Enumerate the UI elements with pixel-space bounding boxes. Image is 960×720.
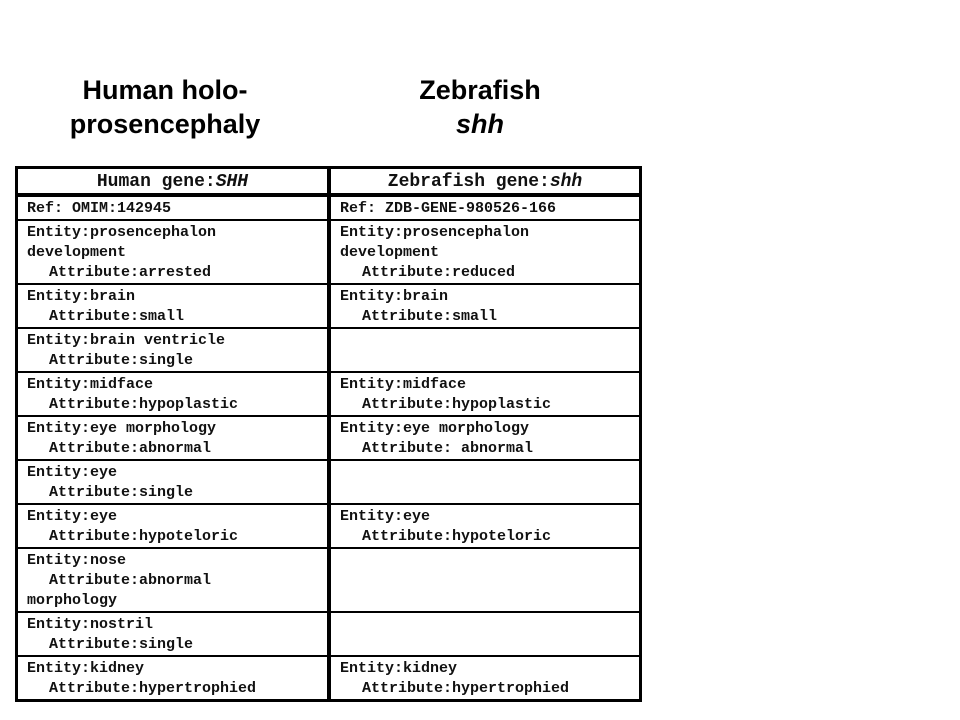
zebra-heading-line1: Zebrafish (419, 75, 541, 105)
zebrafish-gene-header (328, 168, 640, 196)
attribute-text: Attribute:hypertrophied (362, 680, 570, 697)
table-row (17, 328, 640, 372)
attribute-text: Attribute:arrested (49, 264, 212, 281)
table-row (17, 656, 640, 700)
attribute-text: Attribute:hypoplastic (49, 396, 239, 413)
human-heading-line1: Human holo- (82, 75, 248, 105)
entity-text: Entity:brain ventricle (27, 332, 226, 349)
zebrafish-phenotype-cell (328, 548, 640, 612)
zebrafish-gene-symbol: shh (549, 172, 583, 192)
entity-text: Entity:midface (340, 376, 467, 393)
attribute-text: Attribute:hypoteloric (362, 528, 552, 545)
human-phenotype-cell (17, 220, 328, 284)
human-phenotype-cell (17, 548, 328, 612)
attribute-text: Attribute:hypoteloric (49, 528, 239, 545)
attribute-text: Attribute:abnormal (49, 440, 212, 457)
zebra-heading-line2: shh (455, 109, 504, 139)
attribute-text: Attribute:single (49, 484, 194, 501)
human-holoprosencephaly-heading (40, 73, 290, 141)
zebrafish-phenotype-cell (328, 656, 640, 700)
zebrafish-phenotype-cell (328, 460, 640, 504)
attribute-text: Attribute: abnormal (362, 440, 534, 457)
zebrafish-gene-label: Zebrafish gene: (387, 172, 550, 192)
human-heading-line2: prosencephaly (69, 109, 261, 139)
table-row (17, 372, 640, 416)
human-gene-label: Human gene: (96, 172, 216, 192)
zebrafish-phenotype-cell (328, 328, 640, 372)
entity-text: Entity:kidney (340, 660, 458, 677)
human-gene-symbol: SHH (215, 172, 249, 192)
human-phenotype-cell (17, 328, 328, 372)
entity-text: Entity:eye (27, 464, 118, 481)
table-row (17, 284, 640, 328)
entity-text: Entity:nose (27, 552, 127, 569)
human-phenotype-cell (17, 656, 328, 700)
table-body (17, 168, 640, 700)
entity-continuation-text: development (27, 244, 127, 261)
entity-text: Entity:prosencephalon (27, 224, 217, 241)
attribute-text: Attribute:single (49, 352, 194, 369)
zebrafish-ref-cell: Ref: ZDB-GENE-980526-166 (328, 196, 640, 220)
entity-text: Entity:eye morphology (340, 420, 530, 437)
attribute-text: Attribute:single (49, 636, 194, 653)
attribute-text: Attribute:hypertrophied (49, 680, 257, 697)
zebrafish-phenotype-cell (328, 284, 640, 328)
zebrafish-phenotype-cell (328, 372, 640, 416)
zebrafish-phenotype-cell (328, 416, 640, 460)
table-row (17, 416, 640, 460)
human-phenotype-cell (17, 372, 328, 416)
zebrafish-phenotype-cell (328, 612, 640, 656)
attribute-text: Attribute:reduced (362, 264, 516, 281)
entity-text: Entity:eye (340, 508, 431, 525)
phenotype-comparison-table (15, 166, 638, 697)
attribute-text: Attribute:small (49, 308, 185, 325)
table-header-row (17, 168, 640, 196)
attribute-text: Attribute:small (362, 308, 498, 325)
human-phenotype-cell (17, 416, 328, 460)
entity-continuation-text: development (340, 244, 440, 261)
attribute-text: Attribute:hypoplastic (362, 396, 552, 413)
table-row (17, 460, 640, 504)
human-phenotype-cell (17, 460, 328, 504)
ref-row (17, 196, 640, 220)
human-gene-header (17, 168, 328, 196)
zebrafish-phenotype-cell (328, 504, 640, 548)
entity-text: Entity:eye morphology (27, 420, 217, 437)
entity-text: Entity:kidney (27, 660, 145, 677)
human-phenotype-cell (17, 284, 328, 328)
entity-text: Entity:prosencephalon (340, 224, 530, 241)
table-row (17, 220, 640, 284)
entity-text: Entity:midface (27, 376, 154, 393)
table-row (17, 548, 640, 612)
entity-text: Entity:brain (340, 288, 449, 305)
entity-text: Entity:nostril (27, 616, 154, 633)
entity-text: Entity:brain (27, 288, 136, 305)
table-row (17, 612, 640, 656)
table-row (17, 504, 640, 548)
zebrafish-shh-heading (355, 73, 605, 141)
entity-text: Entity:eye (27, 508, 118, 525)
zebrafish-phenotype-cell (328, 220, 640, 284)
human-ref-cell: Ref: OMIM:142945 (17, 196, 328, 220)
attribute-text: Attribute:abnormal (49, 572, 212, 589)
entity-continuation-text: morphology (27, 592, 118, 609)
human-phenotype-cell (17, 504, 328, 548)
human-phenotype-cell (17, 612, 328, 656)
